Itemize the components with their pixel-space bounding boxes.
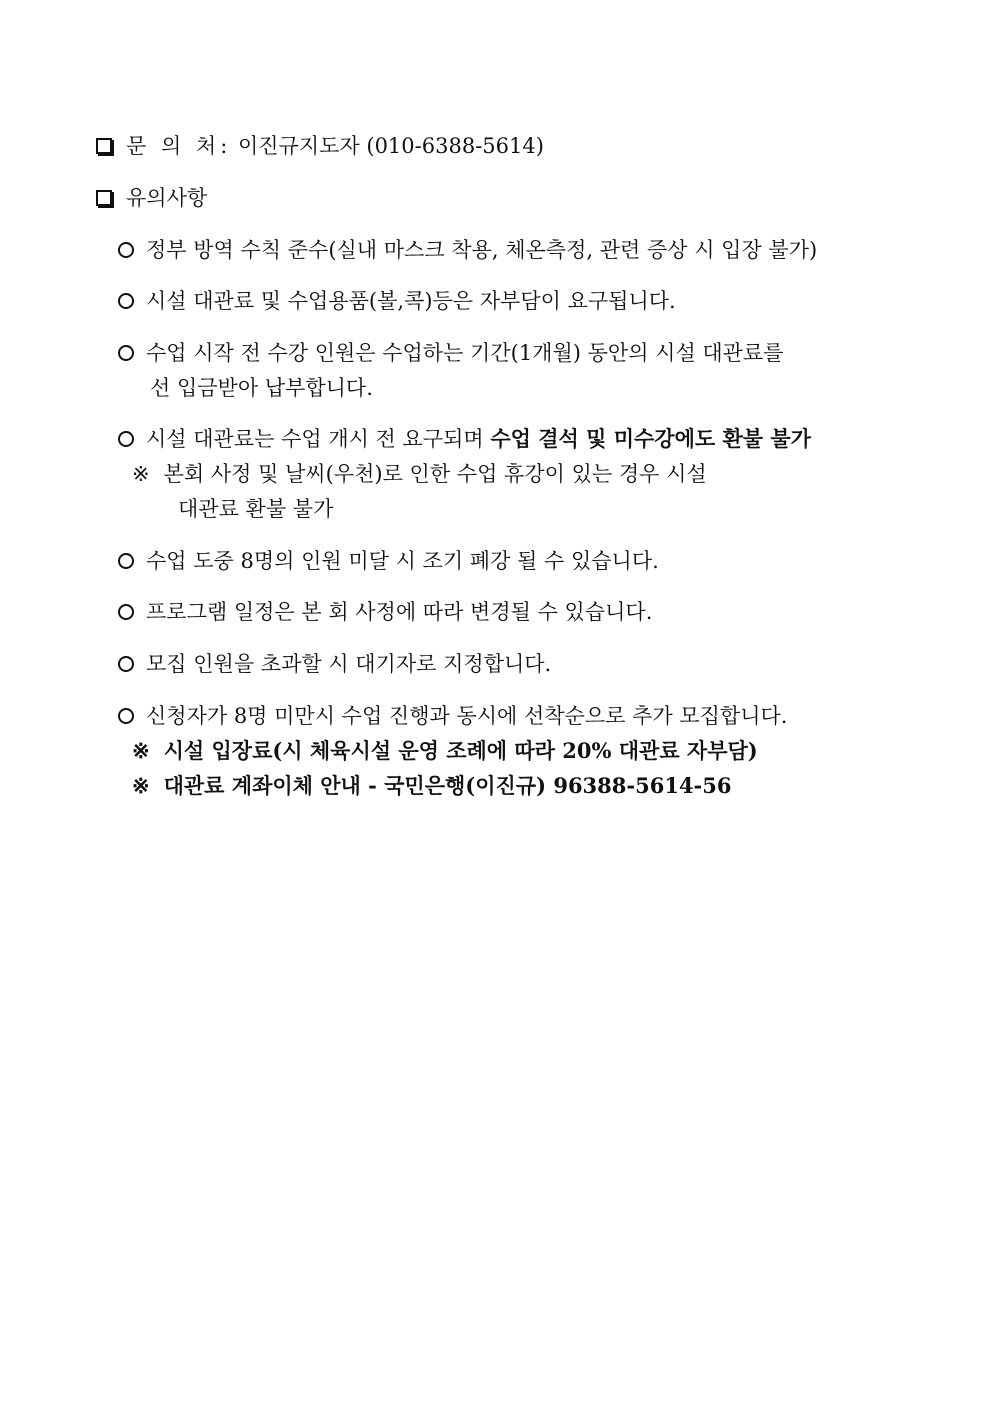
notice-item-text: 수업 도중 8명의 인원 미달 시 조기 폐강 될 수 있습니다. — [146, 549, 659, 573]
notice-item-fees — [118, 286, 676, 316]
contact-row — [96, 131, 544, 161]
account-note-text: 대관료 계좌이체 안내 - 국민은행(이진규) 96388-5614-56 — [163, 773, 732, 798]
notice-item-text: 선 입금받아 납부합니다. — [150, 376, 373, 400]
notice-title-row — [96, 183, 207, 213]
notice-item-text: 모집 인원을 초과할 시 대기자로 지정합니다. — [146, 652, 552, 676]
notice-item-text: 정부 방역 수칙 준수(실내 마스크 착용, 체온측정, 관련 증상 시 입장 불가) — [146, 238, 818, 262]
circle-bullet-icon — [118, 604, 134, 620]
notice-item-prepay-continuation — [150, 373, 373, 403]
notice-item-text: 프로그램 일정은 본 회 사정에 따라 변경될 수 있습니다. — [146, 600, 653, 624]
refund-note-text: 대관료 환불 불가 — [178, 497, 334, 521]
refund-note — [132, 459, 707, 489]
refund-note-continuation — [178, 494, 333, 524]
circle-bullet-icon — [118, 345, 134, 361]
circle-bullet-icon — [118, 242, 134, 258]
circle-bullet-icon — [118, 293, 134, 309]
reference-mark: ※ — [132, 773, 150, 798]
account-note — [132, 771, 732, 801]
notice-item-refund — [118, 424, 811, 454]
circle-bullet-icon — [118, 553, 134, 569]
notice-item-text: 시설 대관료 및 수업용품(볼,콕)등은 자부담이 요구됩니다. — [146, 289, 676, 313]
notice-item-text: 신청자가 8명 미만시 수업 진행과 동시에 선착순으로 추가 모집합니다. — [146, 704, 788, 728]
notice-item-prepay — [118, 338, 784, 368]
notice-item-schedule — [118, 597, 652, 627]
notice-title: 유의사항 — [126, 186, 208, 210]
contact-value: 이진규지도자 (010-6388-5614) — [237, 134, 544, 158]
facility-note-text: 시설 입장료(시 체육시설 운영 조례에 따라 20% 대관료 자부담) — [163, 738, 758, 763]
square-bullet-icon — [96, 138, 112, 154]
notice-item-quarantine — [118, 235, 817, 265]
notice-item-closure — [118, 546, 659, 576]
reference-mark: ※ — [132, 462, 150, 486]
circle-bullet-icon — [118, 656, 134, 672]
reference-mark: ※ — [132, 738, 150, 763]
notice-item-text: 시설 대관료는 수업 개시 전 요구되며 — [146, 427, 491, 451]
facility-note — [132, 736, 758, 766]
circle-bullet-icon — [118, 708, 134, 724]
contact-label: 문 의 처: — [126, 134, 232, 158]
notice-item-recruit — [118, 701, 787, 731]
square-bullet-icon — [96, 190, 112, 206]
refund-note-text: 본회 사정 및 날씨(우천)로 인한 수업 휴강이 있는 경우 시설 — [163, 462, 707, 486]
notice-item-text: 수업 시작 전 수강 인원은 수업하는 기간(1개월) 동안의 시설 대관료를 — [146, 341, 784, 365]
notice-item-waitlist — [118, 649, 551, 679]
notice-item-emphasis: 수업 결석 및 미수강에도 환불 불가 — [490, 426, 811, 451]
circle-bullet-icon — [118, 431, 134, 447]
